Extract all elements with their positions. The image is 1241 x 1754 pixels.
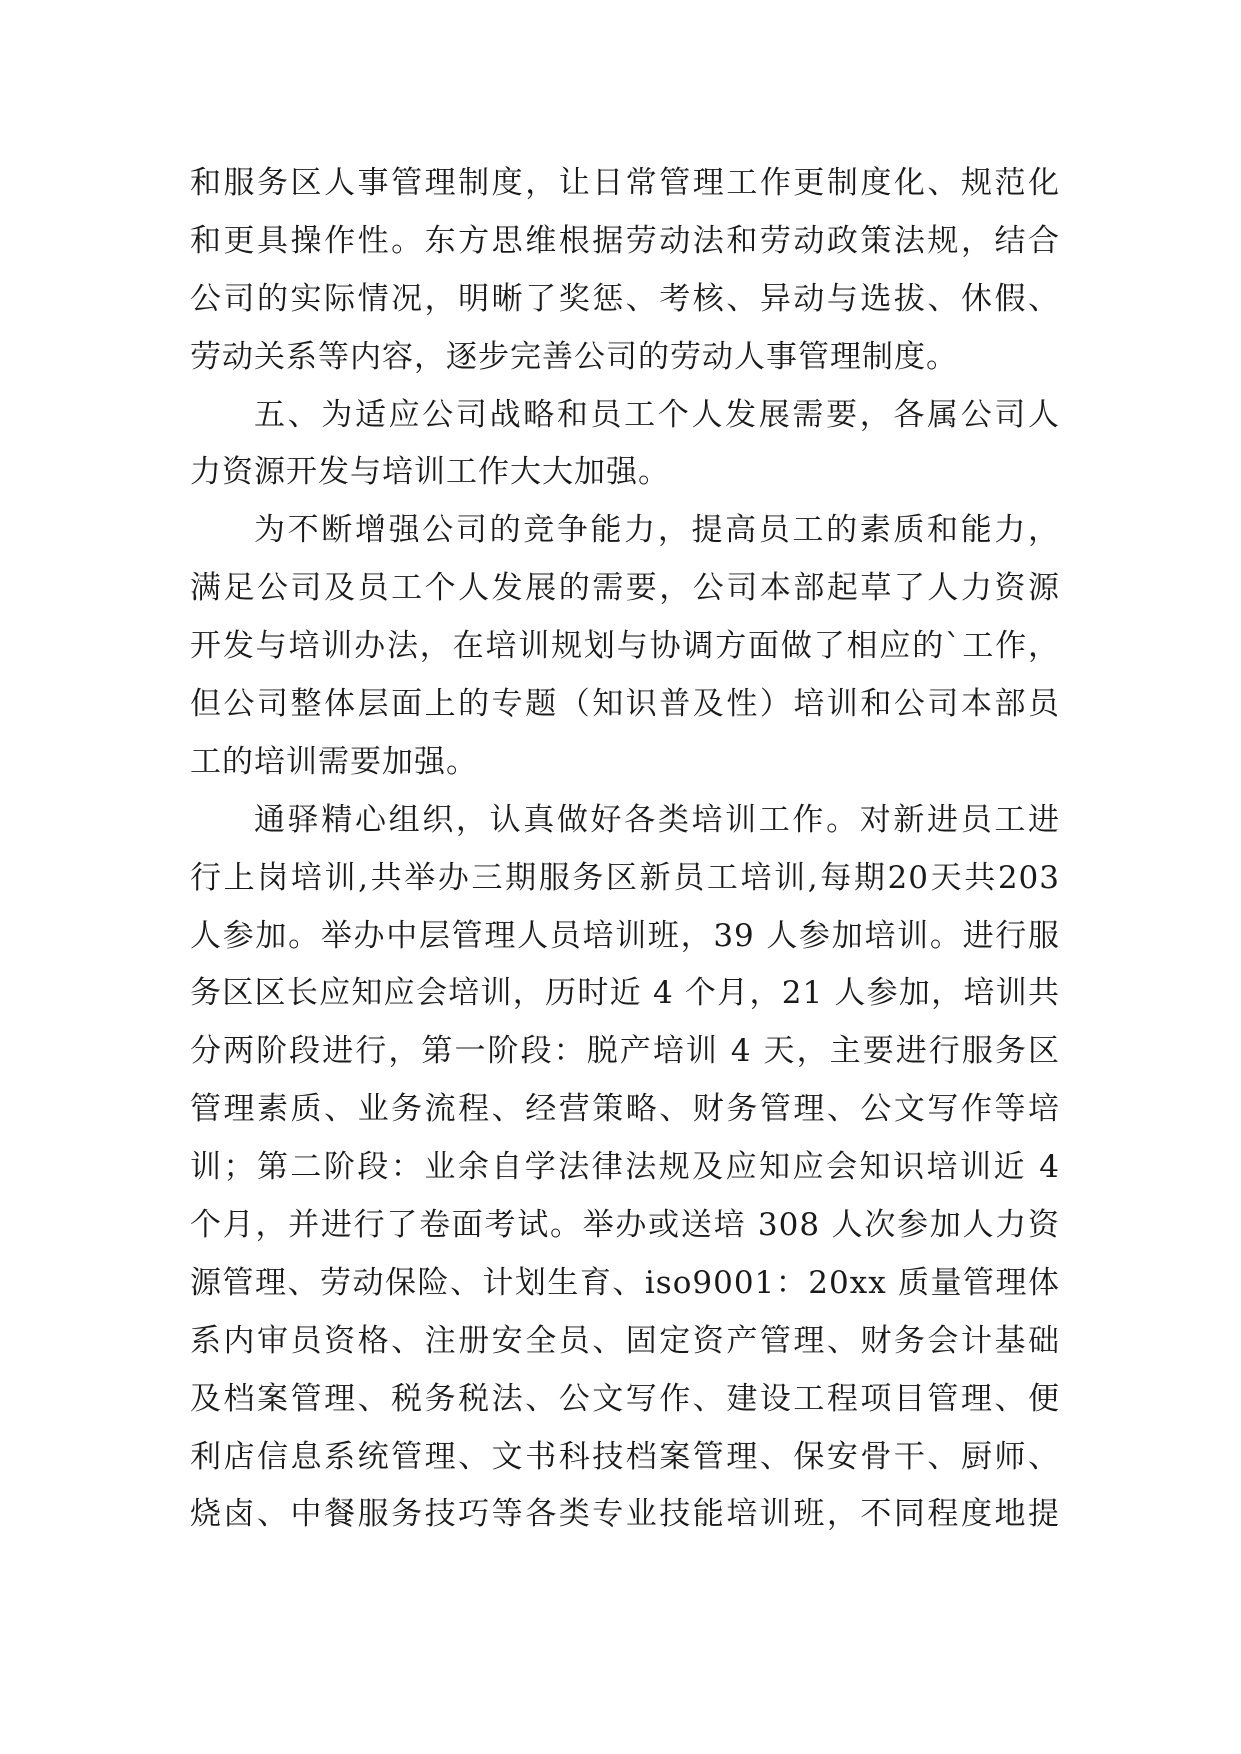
text-line: 力资源开发与培训工作大大加强。 [190, 454, 670, 491]
text-line: 为不断增强公司的竞争能力，提高员工的素质和能力， [254, 512, 1060, 549]
text-line: 管理素质、业务流程、经营策略、财务管理、公文写作等培 [190, 1091, 1060, 1128]
text-line: 通驿精心组织，认真做好各类培训工作。对新进员工进 [254, 801, 1060, 838]
text-line: 五、为适应公司战略和员工个人发展需要，各属公司人 [254, 396, 1060, 433]
text-line: 劳动关系等内容，逐步完善公司的劳动人事管理制度。 [190, 338, 958, 375]
text-line: 人参加。举办中层管理人员培训班，39 人参加培训。进行服 [190, 917, 1060, 954]
text-line: 和服务区人事管理制度，让日常管理工作更制度化、规范化 [190, 165, 1060, 201]
text-line: 工的培训需要加强。 [190, 743, 478, 780]
paragraph [190, 387, 1060, 503]
text-line: 公司的实际情况，明晰了奖惩、考核、异动与选拔、休假、 [190, 280, 1060, 317]
text-line: 务区区长应知应会培训，历时近 4 个月，21 人参加，培训共 [190, 975, 1060, 1012]
text-line: 个月，并进行了卷面考试。举办或送培 308 人次参加人力资 [190, 1207, 1060, 1244]
paragraph [190, 155, 1060, 387]
text-line: 和更具操作性。东方思维根据劳动法和劳动政策法规，结合 [190, 222, 1060, 259]
document-body [190, 155, 1060, 1544]
text-line: 但公司整体层面上的专题（知识普及性）培训和公司本部员 [190, 686, 1060, 723]
text-line: 利店信息系统管理、文书科技档案管理、保安骨干、厨师、 [190, 1438, 1060, 1475]
text-line: 源管理、劳动保险、计划生育、iso9001：20xx 质量管理体 [190, 1264, 1060, 1301]
paragraph [190, 792, 1060, 1545]
text-line: 系内审员资格、注册安全员、固定资产管理、财务会计基础 [190, 1322, 1060, 1359]
text-line: 行上岗培训,共举办三期服务区新员工培训,每期20天共203 [190, 859, 1060, 896]
text-line: 开发与培训办法，在培训规划与协调方面做了相应的`工作， [190, 628, 1060, 665]
text-line: 烧卤、中餐服务技巧等各类专业技能培训班，不同程度地提 [190, 1496, 1060, 1533]
paragraph [190, 502, 1060, 791]
text-line: 及档案管理、税务税法、公文写作、建设工程项目管理、便 [190, 1380, 1060, 1417]
text-line: 满足公司及员工个人发展的需要，公司本部起草了人力资源 [190, 570, 1060, 607]
text-line: 训；第二阶段：业余自学法律法规及应知应会知识培训近 4 [190, 1149, 1060, 1186]
text-line: 分两阶段进行，第一阶段：脱产培训 4 天，主要进行服务区 [190, 1033, 1060, 1070]
